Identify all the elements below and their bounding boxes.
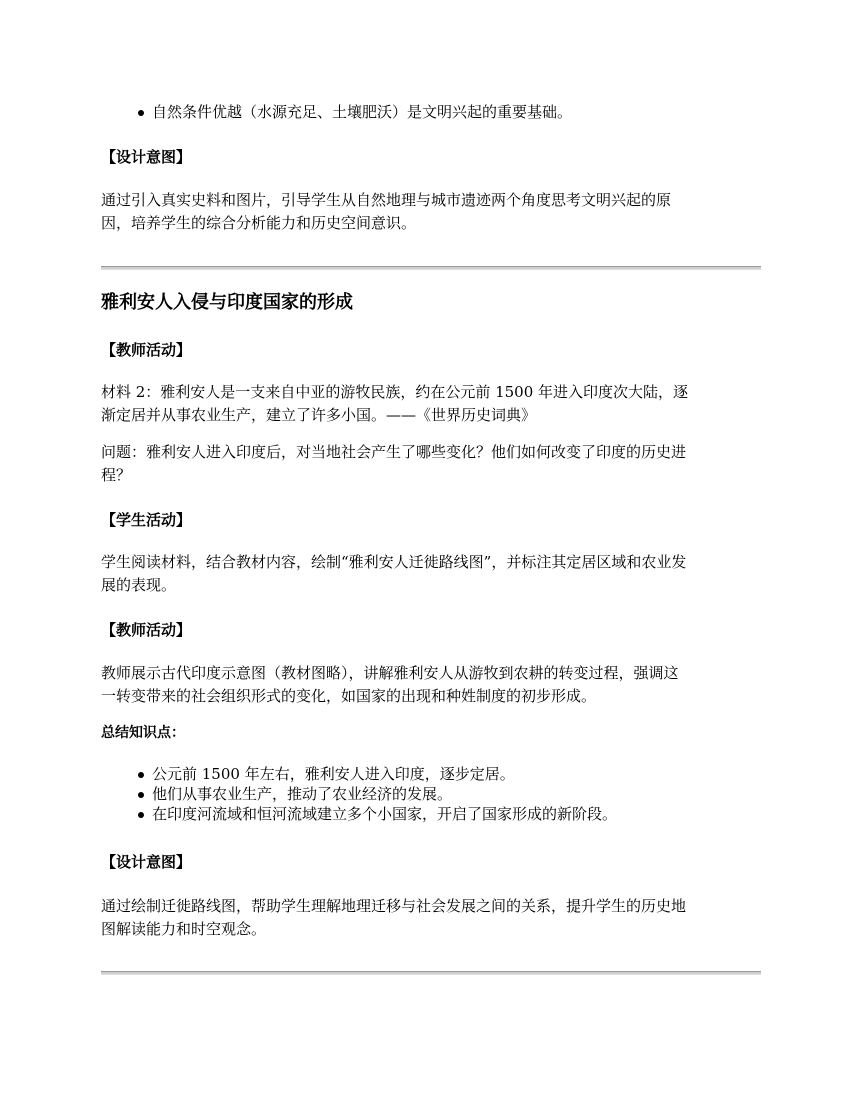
bullet-icon [138,110,144,116]
teacher-activity-label: 【教师活动】 [101,341,192,359]
list-item [101,102,761,122]
list-item [101,784,761,804]
teacher-activity-paragraph [101,662,761,708]
paragraph-line: 学生阅读材料，结合教材内容，绘制“雅利安人迁徙路线图”，并标注其定居区域和农业发 [101,553,687,571]
student-activity-label: 【学生活动】 [101,511,192,529]
bullet-icon [138,792,144,798]
design-intent-label: 【设计意图】 [101,148,192,166]
list-item-text: 自然条件优越（水源充足、土壤肥沃）是文明兴起的重要基础。 [152,103,573,121]
teacher-activity-label: 【教师活动】 [101,621,192,639]
paragraph-line: 材料 2：雅利安人是一支来自中亚的游牧民族，约在公元前 1500 年进入印度次大陆，逐 [101,383,689,401]
bullet-icon [138,812,144,818]
section-divider [101,971,761,975]
paragraph-line: 通过绘制迁徙路线图，帮助学生理解地理迁移与社会发展之间的关系，提升学生的历史地 [101,897,687,915]
section-divider [101,266,761,270]
paragraph-line: 图解读能力和时空观念。 [101,920,267,938]
summary-bullet-list [101,764,761,824]
question-paragraph [101,441,761,487]
paragraph-line: 渐定居并从事农业生产，建立了许多小国。——《世界历史词典》 [101,406,537,424]
student-activity-paragraph [101,551,761,597]
design-intent-label: 【设计意图】 [101,853,192,871]
paragraph-line: 程？ [101,466,132,484]
list-item [101,804,761,824]
bullet-icon [138,772,144,778]
paragraph-line: 问题：雅利安人进入印度后，对当地社会产生了哪些变化？他们如何改变了印度的历史进 [101,443,687,461]
section-title: 雅利安人入侵与印度国家的形成 [101,292,353,313]
list-item-text: 在印度河流域和恒河流域建立多个小国家，开启了国家形成的新阶段。 [152,805,618,823]
summary-label: 总结知识点： [101,725,185,741]
paragraph-line: 展的表现。 [101,576,177,594]
list-item-text: 他们从事农业生产，推动了农业经济的发展。 [152,785,453,803]
paragraph-line: 教师展示古代印度示意图（教材图略），讲解雅利安人从游牧到农耕的转变过程，强调这 [101,664,679,682]
design-intent-paragraph [101,895,761,941]
paragraph-line: 因，培养学生的综合分析能力和历史空间意识。 [101,214,417,232]
list-item [101,764,761,784]
paragraph-line: 通过引入真实史料和图片，引导学生从自然地理与城市遗迹两个角度思考文明兴起的原 [101,191,672,209]
material-paragraph [101,381,761,427]
paragraph-line: 一转变带来的社会组织形式的变化，如国家的出现和种姓制度的初步形成。 [101,687,597,705]
bullet-list-natural-conditions [101,102,761,122]
list-item-text: 公元前 1500 年左右，雅利安人进入印度，逐步定居。 [152,765,515,783]
design-intent-paragraph [101,189,761,235]
